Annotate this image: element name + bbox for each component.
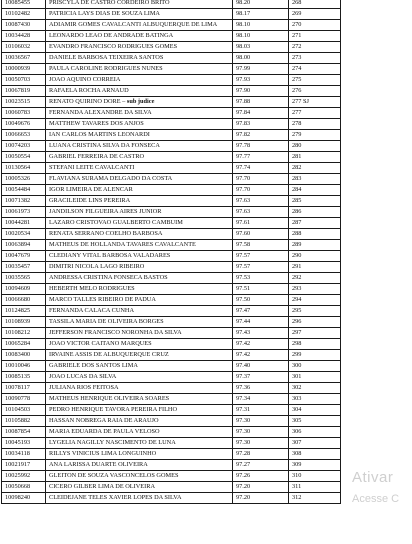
candidate-id-cell: 10108939 [2, 317, 46, 328]
candidate-id-cell: 10066680 [2, 295, 46, 306]
score-cell: 98.00 [233, 53, 289, 64]
score-cell: 98.03 [233, 42, 289, 53]
rank-cell: 283 [289, 174, 341, 185]
rank-cell: 294 [289, 295, 341, 306]
rank-cell: 277 [289, 108, 341, 119]
watermark-line-2: Acesse C [352, 493, 400, 505]
candidate-name-cell: EVANDRO FRANCISCO RODRIGUES GOMES [46, 42, 233, 53]
table-row [2, 328, 341, 339]
table-row [2, 251, 341, 262]
candidate-id-cell: 10047679 [2, 251, 46, 262]
table-row [2, 0, 341, 9]
rank-cell: 306 [289, 427, 341, 438]
candidate-name-cell: RAFAELA ROCHA ARNAUD [46, 86, 233, 97]
candidate-name-cell: IGOR LIMEIRA DE ALENCAR [46, 185, 233, 196]
score-cell: 97.30 [233, 427, 289, 438]
candidate-name-cell: LUANA CRISTINA SILVA DA FONSECA [46, 141, 233, 152]
candidate-name-cell: PRISCYLA DE CASTRO CORDEIRO BRITO [46, 0, 233, 9]
table-row [2, 339, 341, 350]
score-cell: 97.60 [233, 229, 289, 240]
rank-cell: 312 [289, 493, 341, 504]
rank-cell: 285 [289, 196, 341, 207]
rank-cell: 271 [289, 31, 341, 42]
score-cell: 97.70 [233, 185, 289, 196]
candidate-id-cell: 10054484 [2, 185, 46, 196]
candidate-id-cell: 10010046 [2, 361, 46, 372]
table-row [2, 383, 341, 394]
candidate-id-cell: 10106032 [2, 42, 46, 53]
score-cell: 98.17 [233, 9, 289, 20]
score-cell: 97.36 [233, 383, 289, 394]
table-row [2, 97, 341, 108]
score-cell: 97.44 [233, 317, 289, 328]
candidate-id-cell: 10035565 [2, 273, 46, 284]
score-cell: 97.42 [233, 339, 289, 350]
table-row [2, 438, 341, 449]
candidate-name-cell: HEBERTH MELO RODRIGUES [46, 284, 233, 295]
rank-cell: 275 [289, 75, 341, 86]
score-cell: 98.10 [233, 31, 289, 42]
score-cell: 97.61 [233, 218, 289, 229]
candidate-id-cell: 10130564 [2, 163, 46, 174]
score-cell: 97.26 [233, 471, 289, 482]
rank-cell: 272 [289, 42, 341, 53]
candidate-name-cell: CICERO GILBER LIMA DE OLIVEIRA [46, 482, 233, 493]
score-cell: 97.20 [233, 493, 289, 504]
score-cell: 97.77 [233, 152, 289, 163]
candidate-id-cell: 10050668 [2, 482, 46, 493]
ranking-table [1, 0, 341, 504]
table-row [2, 295, 341, 306]
candidate-id-cell: 10105882 [2, 416, 46, 427]
table-row [2, 53, 341, 64]
candidate-id-cell: 10090778 [2, 394, 46, 405]
rank-cell: 289 [289, 240, 341, 251]
candidate-name-cell: HASSAN NOBREGA RAIA DE ARAUJO [46, 416, 233, 427]
table-row [2, 31, 341, 42]
candidate-name-text: RENATO QUIRINO DORE – [49, 98, 126, 105]
candidate-id-cell: 10060783 [2, 108, 46, 119]
candidate-id-cell: 10023515 [2, 97, 46, 108]
rank-cell: 291 [289, 262, 341, 273]
candidate-id-cell: 10049676 [2, 119, 46, 130]
candidate-name-cell: ANDRESSA CRISTINA FONSECA BASTOS [46, 273, 233, 284]
rank-cell: 302 [289, 383, 341, 394]
candidate-name-cell: STEFANI LEITE CAVALCANTI [46, 163, 233, 174]
score-cell: 97.28 [233, 449, 289, 460]
table-row [2, 372, 341, 383]
candidate-id-cell: 10074203 [2, 141, 46, 152]
candidate-id-cell: 10087430 [2, 20, 46, 31]
rank-cell: 295 [289, 306, 341, 317]
candidate-name-cell: CLEIDEJANE TELES XAVIER LOPES DA SILVA [46, 493, 233, 504]
score-cell: 97.99 [233, 64, 289, 75]
candidate-name-cell: JOAO VICTOR CAITANO MARQUES [46, 339, 233, 350]
rank-cell: 301 [289, 372, 341, 383]
activate-windows-watermark [352, 470, 399, 506]
rank-cell: 296 [289, 317, 341, 328]
table-row [2, 119, 341, 130]
candidate-name-cell: RILLYS VINICIUS LIMA LONGUINHO [46, 449, 233, 460]
candidate-name-cell: LYGELIA NAGILLY NASCIMENTO DE LUNA [46, 438, 233, 449]
table-row [2, 460, 341, 471]
candidate-name-cell: TASSILA MARIA DE OLIVEIRA BORGES [46, 317, 233, 328]
rank-cell: 270 [289, 20, 341, 31]
score-cell: 97.83 [233, 119, 289, 130]
table-row [2, 185, 341, 196]
candidate-name-cell: PAULA CAROLINE RODRIGUES NUNES [46, 64, 233, 75]
table-row [2, 20, 341, 31]
rank-cell: 279 [289, 130, 341, 141]
candidate-id-cell: 10085455 [2, 0, 46, 9]
score-cell: 97.20 [233, 482, 289, 493]
score-cell: 97.70 [233, 174, 289, 185]
candidate-id-cell: 10104503 [2, 405, 46, 416]
candidate-name-cell: JEFFERSON FRANCISCO NORONHA DA SILVA [46, 328, 233, 339]
candidate-name-cell [46, 97, 233, 108]
rank-cell: 284 [289, 185, 341, 196]
table-row [2, 86, 341, 97]
table-row [2, 471, 341, 482]
rank-cell: 287 [289, 218, 341, 229]
table-row [2, 262, 341, 273]
candidate-id-cell: 10124825 [2, 306, 46, 317]
score-cell: 97.63 [233, 207, 289, 218]
table-row [2, 361, 341, 372]
candidate-name-cell: LEONARDO LEAO DE ANDRADE BATINGA [46, 31, 233, 42]
score-cell: 97.58 [233, 240, 289, 251]
candidate-id-cell: 10098240 [2, 493, 46, 504]
candidate-id-cell: 10071382 [2, 196, 46, 207]
candidate-name-cell: PEDRO HENRIQUE TAVORA PEREIRA FILHO [46, 405, 233, 416]
candidate-name-cell: MARCO TALLES RIBEIRO DE PADUA [46, 295, 233, 306]
table-row [2, 449, 341, 460]
score-cell: 97.30 [233, 438, 289, 449]
candidate-name-cell: JULIANA RIOS FEITOSA [46, 383, 233, 394]
candidate-name-cell: CLEDIANY VITAL BARBOSA VALADARES [46, 251, 233, 262]
rank-cell: 303 [289, 394, 341, 405]
candidate-id-cell: 10066653 [2, 130, 46, 141]
candidate-name-cell: FLAVIANA SURAMA DELGADO DA COSTA [46, 174, 233, 185]
watermark-line-1: Ativar [352, 469, 394, 486]
candidate-id-cell: 10065284 [2, 339, 46, 350]
candidate-name-cell: GRACILEIDE LINS PEREIRA [46, 196, 233, 207]
rank-cell: 297 [289, 328, 341, 339]
candidate-name-cell: FERNANDA CALACA CUNHA [46, 306, 233, 317]
candidate-id-cell: 10045193 [2, 438, 46, 449]
candidate-name-cell: GLEITON DE SOUZA VASCONCELOS GOMES [46, 471, 233, 482]
score-cell: 97.31 [233, 405, 289, 416]
score-cell: 97.74 [233, 163, 289, 174]
candidate-name-cell: MATHEUS DE HOLLANDA TAVARES CAVALCANTE [46, 240, 233, 251]
candidate-id-cell: 10020534 [2, 229, 46, 240]
candidate-id-cell: 10063894 [2, 240, 46, 251]
table-row [2, 130, 341, 141]
candidate-id-cell: 10085135 [2, 372, 46, 383]
score-cell: 97.42 [233, 350, 289, 361]
candidate-id-cell: 10078117 [2, 383, 46, 394]
table-row [2, 482, 341, 493]
candidate-name-cell: MATHEUS HENRIQUE OLIVEIRA SOARES [46, 394, 233, 405]
table-row [2, 416, 341, 427]
score-cell: 97.34 [233, 394, 289, 405]
candidate-id-cell: 10025992 [2, 471, 46, 482]
rank-cell: 273 [289, 53, 341, 64]
score-cell: 97.43 [233, 328, 289, 339]
score-cell: 97.51 [233, 284, 289, 295]
candidate-id-cell: 10000939 [2, 64, 46, 75]
score-cell: 97.84 [233, 108, 289, 119]
table-row [2, 405, 341, 416]
rank-cell: 274 [289, 64, 341, 75]
candidate-name-cell: JOAO LUCAS DA SILVA [46, 372, 233, 383]
score-cell: 97.90 [233, 86, 289, 97]
rank-cell: 293 [289, 284, 341, 295]
table-row [2, 108, 341, 119]
candidate-id-cell: 10061973 [2, 207, 46, 218]
score-cell: 97.57 [233, 262, 289, 273]
rank-cell: 307 [289, 438, 341, 449]
rank-cell: 299 [289, 350, 341, 361]
candidate-id-cell: 10050703 [2, 75, 46, 86]
rank-cell: 277 SJ [289, 97, 341, 108]
table-row [2, 317, 341, 328]
score-cell: 98.20 [233, 0, 289, 9]
candidate-id-cell: 10021917 [2, 460, 46, 471]
rank-cell: 288 [289, 229, 341, 240]
rank-cell: 300 [289, 361, 341, 372]
table-row [2, 394, 341, 405]
table-row [2, 207, 341, 218]
rank-cell: 309 [289, 460, 341, 471]
score-cell: 97.47 [233, 306, 289, 317]
candidate-name-cell: GABRIELE DOS SANTOS LIMA [46, 361, 233, 372]
score-cell: 97.53 [233, 273, 289, 284]
score-cell: 97.82 [233, 130, 289, 141]
candidate-id-cell: 10087854 [2, 427, 46, 438]
rank-cell: 304 [289, 405, 341, 416]
candidate-name-cell: LAZARO CRISTOVAO GUALBERTO CAMBUIM [46, 218, 233, 229]
candidate-name-cell: RENATA SERRANO COELHO BARBOSA [46, 229, 233, 240]
candidate-name-cell: GABRIEL FERREIRA DE CASTRO [46, 152, 233, 163]
candidate-name-cell: MARIA EDUARDA DE PAULA VELOSO [46, 427, 233, 438]
score-cell: 97.27 [233, 460, 289, 471]
candidate-name-cell: DIMITRI NICOLA LAGO RIBEIRO [46, 262, 233, 273]
candidate-id-cell: 10034118 [2, 449, 46, 460]
score-cell: 97.40 [233, 361, 289, 372]
sub-judice-note: sub judice [126, 98, 155, 105]
table-row [2, 218, 341, 229]
rank-cell: 281 [289, 152, 341, 163]
score-cell: 97.57 [233, 251, 289, 262]
candidate-id-cell: 10108212 [2, 328, 46, 339]
candidate-id-cell: 10036567 [2, 53, 46, 64]
table-row [2, 306, 341, 317]
score-cell: 97.78 [233, 141, 289, 152]
score-cell: 97.30 [233, 416, 289, 427]
table-row [2, 64, 341, 75]
candidate-name-cell: JOAO AQUINO CORREIA [46, 75, 233, 86]
table-row [2, 174, 341, 185]
table-row [2, 350, 341, 361]
candidate-id-cell: 10005326 [2, 174, 46, 185]
candidate-name-cell: ANA LARISSA DUARTE OLIVEIRA [46, 460, 233, 471]
score-cell: 97.37 [233, 372, 289, 383]
candidate-name-cell: PATRICIA LAYS DIAS DE SOUZA LIMA [46, 9, 233, 20]
table-row [2, 152, 341, 163]
candidate-id-cell: 10083400 [2, 350, 46, 361]
candidate-id-cell: 10050554 [2, 152, 46, 163]
rank-cell: 308 [289, 449, 341, 460]
table-row [2, 9, 341, 20]
candidate-id-cell: 10044281 [2, 218, 46, 229]
table-row [2, 427, 341, 438]
candidate-name-cell: ADIAMIR GOMES CAVALCANTI ALBUQUERQUE DE LIMA [46, 20, 233, 31]
table-row [2, 229, 341, 240]
rank-cell: 280 [289, 141, 341, 152]
rank-cell: 268 [289, 0, 341, 9]
score-cell: 98.10 [233, 20, 289, 31]
rank-cell: 282 [289, 163, 341, 174]
rank-cell: 292 [289, 273, 341, 284]
rank-cell: 298 [289, 339, 341, 350]
rank-cell: 305 [289, 416, 341, 427]
rank-cell: 311 [289, 482, 341, 493]
table-row [2, 273, 341, 284]
candidate-id-cell: 10102482 [2, 9, 46, 20]
table-row [2, 284, 341, 295]
score-cell: 97.88 [233, 97, 289, 108]
table-row [2, 493, 341, 504]
ranking-table-body [2, 0, 341, 504]
rank-cell: 269 [289, 9, 341, 20]
table-row [2, 240, 341, 251]
score-cell: 97.63 [233, 196, 289, 207]
rank-cell: 276 [289, 86, 341, 97]
candidate-name-cell: IAN CARLOS MARTINS LEONARDI [46, 130, 233, 141]
candidate-name-cell: DANIELE BARBOSA TEIXEIRA SANTOS [46, 53, 233, 64]
candidate-name-cell: JANDILSON FILGUEIRA AIRES JUNIOR [46, 207, 233, 218]
table-row [2, 196, 341, 207]
rank-cell: 310 [289, 471, 341, 482]
rank-cell: 278 [289, 119, 341, 130]
candidate-id-cell: 10067819 [2, 86, 46, 97]
candidate-id-cell: 10094609 [2, 284, 46, 295]
candidate-name-cell: FERNANDA ALEXANDRE DA SILVA [46, 108, 233, 119]
table-row [2, 75, 341, 86]
table-row [2, 42, 341, 53]
table-row [2, 141, 341, 152]
candidate-id-cell: 10035457 [2, 262, 46, 273]
score-cell: 97.50 [233, 295, 289, 306]
table-row [2, 163, 341, 174]
rank-cell: 290 [289, 251, 341, 262]
candidate-name-cell: IRVAINE ASSIS DE ALBUQUERQUE CRUZ [46, 350, 233, 361]
score-cell: 97.93 [233, 75, 289, 86]
rank-cell: 286 [289, 207, 341, 218]
candidate-name-cell: MATTHEW TAVARES DOS ANJOS [46, 119, 233, 130]
candidate-id-cell: 10034428 [2, 31, 46, 42]
